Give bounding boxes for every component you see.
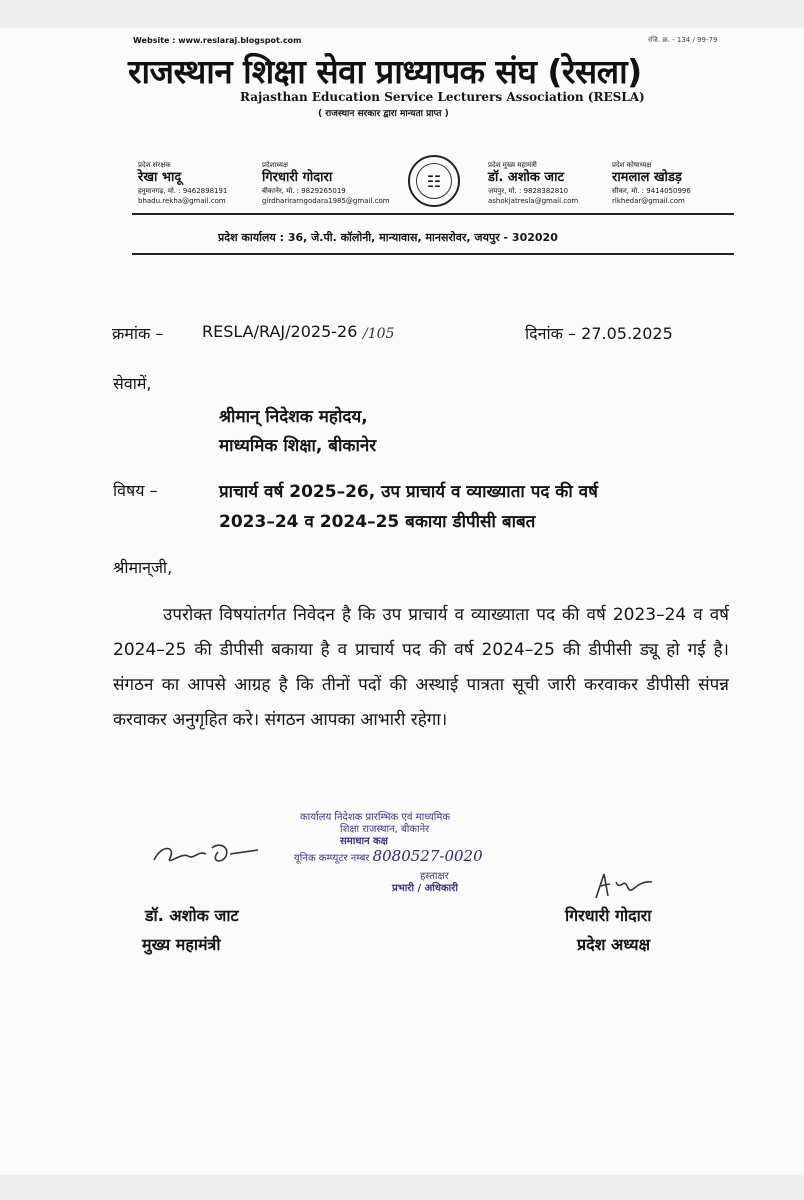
stamp-line: समाधान कक्ष (340, 836, 388, 847)
subject-line-2: 2023–24 व 2024–25 बकाया डीपीसी बाबत (219, 512, 536, 532)
office-bearer-role: प्रदेश कोषाध्यक्ष (612, 161, 652, 169)
office-bearer-role: प्रदेश संरक्षक (138, 161, 171, 169)
office-bearer-name: गिरधारी गोदारा (262, 170, 333, 185)
office-bearer-name: डॉ. अशोक जाट (488, 170, 565, 185)
header-divider (132, 253, 734, 255)
letter-body (113, 598, 729, 738)
stamp-line: शिक्षा राजस्थान, बीकानेर (340, 824, 430, 835)
stamp-line: प्रभारी / अधिकारी (392, 883, 458, 894)
header-divider (132, 213, 734, 215)
office-bearer-name: रेखा भादू (138, 170, 182, 185)
office-bearer-email: rlkhedar@gmail.com (612, 197, 685, 205)
signatory-designation-left: मुख्य महामंत्री (142, 935, 221, 954)
to-label: सेवामें, (113, 374, 152, 393)
subject-line-1: प्राचार्य वर्ष 2025–26, उप प्राचार्य व व्याख्याता पद की वर्ष (219, 482, 598, 502)
org-name-english: Rajasthan Education Service Lecturers Association (RESLA) (240, 90, 645, 104)
office-bearer-email: bhadu.rekha@gmail.com (138, 197, 226, 205)
salutation: श्रीमान्‌जी, (113, 558, 173, 577)
stamp-number: 8080527-0020 (372, 847, 483, 865)
addressee-line-2: माध्यमिक शिक्षा, बीकानेर (219, 436, 377, 456)
reference-label: क्रमांक – (112, 324, 164, 343)
office-bearer-email: girdharirarngodara1985@gmail.com (262, 197, 390, 205)
office-bearer-name: रामलाल खोडड़ (612, 170, 682, 185)
office-bearer-2 (262, 160, 390, 206)
signatory-name-left: डॉ. अशोक जाट (145, 906, 239, 925)
reference-number: RESLA/RAJ/2025-26 (202, 322, 358, 341)
association-emblem (408, 155, 460, 207)
addressee-line-1: श्रीमान् निदेशक महोदय, (219, 407, 368, 427)
date-value: 27.05.2025 (581, 324, 673, 343)
stamp-line: कार्यालय निदेशक प्रारम्भिक एवं माध्यमिक (300, 812, 451, 823)
office-bearer-1 (138, 160, 227, 206)
office-bearer-email: ashokjatresla@gmail.com (488, 197, 579, 205)
office-bearer-detail: हनुमानगढ़, मो. : 9462898191 (138, 187, 228, 195)
handwritten-reference: /105 (363, 326, 395, 342)
subject-label: विषय – (113, 481, 158, 500)
website-text: Website : www.reslaraj.blogspot.com (133, 36, 302, 45)
stamp-line: हस्ताक्षर (420, 871, 449, 882)
stamp-number-row (294, 847, 483, 865)
signature-right (590, 868, 660, 904)
signature-left (148, 838, 268, 874)
letter-body-text: उपरोक्त विषयांतर्गत निवेदन है कि उप प्राचार्य व व्याख्याता पद की वर्ष 2023–24 व वर्ष 2024–25 की डीपीसी बकाया है व प्राचार्य पद की वर्ष 2024–25 की डीपीसी ड्यू हो गई है। संगठन का आपसे आग्रह है कि तीनों पदों की अस्थाई पात्रता सूची जारी करवाकर डीपीसी संपन्न करवाकर अनुगृहित करे। संगठन आपका आभारी रहेगा। (113, 605, 729, 730)
received-stamp (294, 812, 483, 895)
stamp-line: यूनिक कम्प्यूटर नम्बर (294, 853, 370, 864)
registration-number: रजि. क्र. - 134 / 99-79 (648, 36, 718, 44)
office-bearer-4 (612, 160, 691, 206)
office-bearer-role: प्रदेश मुख्य महामंत्री (488, 161, 537, 169)
signatory-designation-right: प्रदेश अध्यक्ष (577, 935, 651, 954)
office-bearer-detail: बीकानेर, मो. : 9829265019 (262, 187, 346, 195)
signatory-name-right: गिरधारी गोदारा (565, 906, 652, 925)
recognition-text: ( राजस्थान सरकार द्वारा मान्यता प्राप्त ) (318, 109, 449, 119)
org-name-hindi: राजस्थान शिक्षा सेवा प्राध्यापक संघ (रेसला) (128, 52, 642, 91)
office-bearer-detail: जयपुर, मो. : 9828382810 (488, 187, 569, 195)
book-icon: ☷ (416, 163, 452, 199)
letter-date (525, 322, 673, 344)
date-label: दिनांक – (525, 324, 577, 343)
office-address: प्रदेश कार्यालय : 36, जे.पी. कॉलोनी, मान्यावास, मानसरोवर, जयपुर - 302020 (218, 231, 558, 244)
office-bearer-3 (488, 160, 578, 206)
office-bearer-detail: सीकर, मो. : 9414050996 (612, 187, 691, 195)
office-bearer-role: प्रदेशाध्यक्ष (262, 161, 288, 169)
